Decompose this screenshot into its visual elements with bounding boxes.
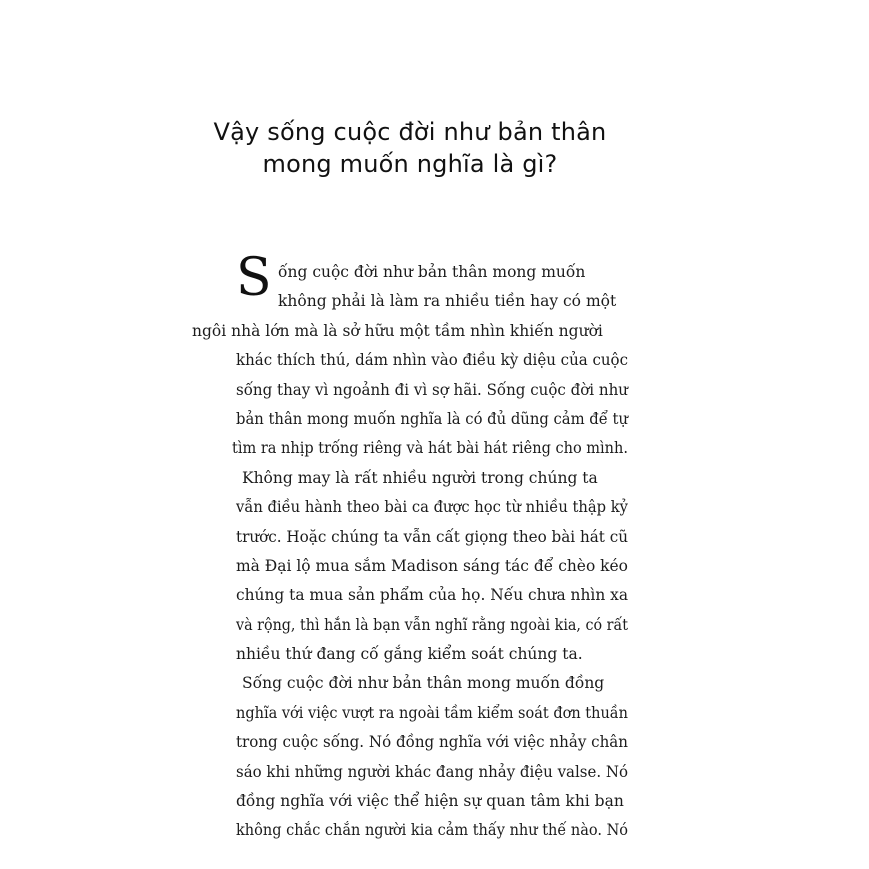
text-line: trong cuộc sống. Nó đồng nghĩa với việc nhảy chân <box>236 733 629 752</box>
text-line: Không may là rất nhiều người trong chúng ta <box>242 468 598 487</box>
text-line: mà Đại lộ mua sắm Madison sáng tác để chèo kéo <box>236 556 629 575</box>
text-line: chúng ta mua sản phẩm của họ. Nếu chưa nhìn xa <box>236 586 629 605</box>
text-line: không phải là làm ra nhiều tiền hay có một <box>278 292 617 311</box>
text-line: sống thay vì ngoảnh đi vì sợ hãi. Sống cuộc đời như <box>236 380 628 399</box>
text-line: tìm ra nhịp trống riêng và hát bài hát riêng cho mình. <box>232 439 628 458</box>
page-title-line-2: mong muốn nghĩa là gì? <box>262 150 558 178</box>
paragraph-2 <box>236 464 628 670</box>
text-line: nghĩa với việc vượt ra ngoài tầm kiểm soát đơn thuần <box>236 703 629 722</box>
text-line: vẫn điều hành theo bài ca được học từ nhiều thập kỷ <box>236 498 628 517</box>
text-line: đồng nghĩa với việc thể hiện sự quan tâm khi bạn <box>236 792 624 811</box>
text-line: khác thích thú, dám nhìn vào điều kỳ diệu của cuộc <box>236 351 628 370</box>
page-title <box>200 116 620 180</box>
text-line: Sống cuộc đời như bản thân mong muốn đồng <box>242 674 605 693</box>
text-line: trước. Hoặc chúng ta vẫn cất giọng theo bài hát cũ <box>236 527 629 546</box>
text-line: không chắc chắn người kia cảm thấy như thế nào. Nó <box>236 821 628 840</box>
page-title-line-1: Vậy sống cuộc đời như bản thân <box>213 118 607 146</box>
text-line: và rộng, thì hẳn là bạn vẫn nghĩ rằng ngoài kia, có rất <box>236 615 628 634</box>
text-line: bản thân mong muốn nghĩa là có đủ dũng cảm để tự <box>236 409 629 428</box>
paragraph-3 <box>236 669 628 845</box>
paragraph-1 <box>192 258 629 464</box>
text-line: ống cuộc đời như bản thân mong muốn <box>278 263 586 281</box>
text-line: ngôi nhà lớn mà là sở hữu một tầm nhìn khiến người <box>192 321 603 340</box>
text-line: sáo khi những người khác đang nhảy điệu valse. Nó <box>236 762 628 781</box>
body-text <box>192 258 629 846</box>
text-line: nhiều thứ đang cố gắng kiểm soát chúng ta. <box>236 645 583 664</box>
drop-cap: S <box>236 248 272 308</box>
